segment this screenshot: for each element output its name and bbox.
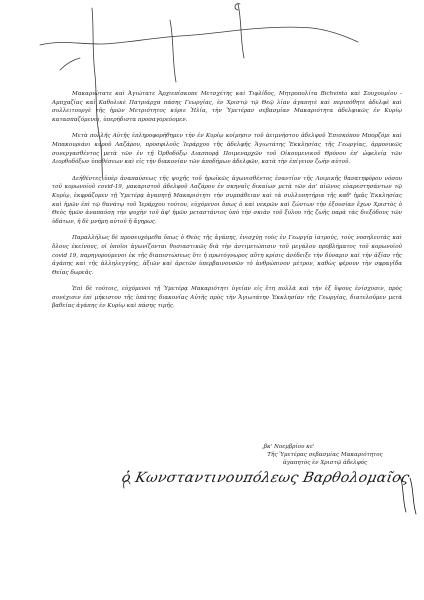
letter-body: [52, 90, 402, 319]
paragraph-2: Δεήθέντες ὑπὲρ ἀναπαύσεως τῆς ψυχῆς τοῦ ἡρωϊκῶς ἀγωνισθέντος ἐναντίον τῆς Λοιμικῆς θανατηφόρου νόσου τοῦ κορωνοϊοῦ covid-19, μακαριστοῦ ἀδελφοῦ Λαζάρου ἐν σκηναῖς δικαίων μετὰ τῶν ἀπ' αἰῶνος εὐαρεστησάντων τῷ Κυρίῳ, ἐκφράζομεν τῇ Ὑμετέρᾳ ἀγαπητῇ Μακαριότητι τὴν συμπάθειαν καὶ τὰ συλλυπητήρια τῆς καθ' ἡμᾶς Ἐκκλησίας καὶ ἡμῶν ἐπὶ τῷ θανάτῳ τοῦ Ἱεράρχου τούτου, εὐχόμενοι ὅπως ὁ καὶ νεκρῶν καὶ ζώντων τὴν ἐξουσίαν ἔχων Χριστὸς ὁ Θεὸς ἡμῶν ἀναπαύσῃ τὴν ψυχὴν τοῦ ἀφ' ἡμῶν μεταστάντος ὑπὸ τὴν σκιὰν τοῦ ξύλου τῆς ζωῆς παρὰ τὰς διεξόδους τῶν ὑδάτων, ἡ δὲ μνήμη αὐτοῦ ἤ ἄγηρως.: [52, 175, 402, 225]
paragraph-4: Ἐπὶ δὲ τούτοις, εὐχόμενοι τῇ Ὑμετέρᾳ Μακαριότητι ὑγείαν εἰς ἔτη πολλὰ καὶ τὴν ἐξ ὕψους ἐνίσχυσιν, πρὸς συνέχισιν ἐπὶ μήκιστον τῆς ὑπάτης διακονίας Αὐτῆς πρὸς τὴν Ἁγιωτάτην Ἐκκλησίαν τῆς Γεωργίας, διατελοῦμεν μετὰ βαθείας ἀγάπης ἐν Κυρίῳ καὶ πάσης τιμῆς.: [52, 286, 402, 310]
closing-line-2: ἀγαπητὸς ἐν Χριστῷ ἀδελφός: [282, 459, 368, 466]
letter-date: ,βκ' Νοεμβρίου κε': [262, 444, 315, 450]
signature: ὁ Κωνσταντινουπόλεως Βαρθολομαῖος: [120, 470, 411, 486]
closing-line-1: Τῆς Ὑμετέρας σεβασμίας Μακαριότητος: [267, 451, 383, 458]
paragraph-salutation: Μακαριώτατε καὶ Ἁγιώτατε Ἀρχιεπίσκοπε Μετσχέτης καὶ Τιφλίδος, Μητροπολίτα Bichvinta καὶ Σουχουμίου - Αμπχαζίας καὶ Καθολικὲ Πατριάρχα πάσης Γεωργίας, ἐν Χριστῷ τῷ Θεῷ λίαν ἀγαπητὲ καὶ περιπόθητε ἀδελφὲ καὶ συλλειτουργὲ τῆς ἡμῶν Μετριότητος κύριε Ἠλία, τὴν Ὑμετέραν σεβασμίαν Μακαριότητα ἀδελφικῶς ἐν Κυρίῳ κατασπαζόμενοι, ὑπερήδιστα προσαγορεύομεν.: [52, 91, 402, 123]
closing-block: [240, 444, 410, 467]
paragraph-3: Παραλλήλως δὲ προσευχόμεθα ὅπως ὁ Θεὸς τῆς ἀγάπης, ἐνισχύῃ τοὺς ἐν Γεωργίᾳ ἰατρούς, τοὺς νοσηλευτὰς καὶ ὅλους ἐκείνους, οἱ ὁποῖοι ἀγωνίζονται θυσιαστικῶς διὰ τὴν ἀντιμετώπισιν τοῦ μεγάλου προβλήματος τοῦ κορωνοϊοῦ covid 19, παρηγορούμενοι ἐκ τῆς διαπιστώσεως ὅτι ἡ πρωτόγνωρος αὕτη κρίσις ἀνέδειξε τὴν δύναμιν καὶ τὴν ἀξίαν τῆς ἀγάπης καὶ τῆς ἀλληλεγγύης, ἀξιῶν καὶ ἀρετῶν ὑπερβαινουσῶν τὸ ἀνθρώπινον μέτρον, καθὼς φέρουν τὴν σφραγῖδα Θείας δωρεᾶς.: [52, 235, 402, 276]
paragraph-1: Μετὰ πολλῆς Αὐτῆς ἐπληροφορήθημεν τὴν ἐν Κυρίῳ κοίμησιν τοῦ ἀειμνήστου ἀδελφοῦ Ἐπισκόπου Μπορζόμι καὶ Μπακουριάνι κυροῦ Λαζάρου, προσφιλοῦς Ἱεράρχου τῆς ἀδελφῆς Ἁγιωτάτης Ἐκκλησίας τῆς Γεωργίας, ἁρμονικῶς συνεργασθέντος μετὰ τῶν ἐν τῇ Ὀρθοδόξῳ Διασπορᾷ Ποιμεναρχῶν τοῦ Οἰκουμενικοῦ Θρόνου ἐπ' ὠφελείᾳ τῶν Διορθοδόξων ὑποθέσεων καὶ εἰς τὴν διακονίαν τῶν ἀποδήμων ἀδελφῶν, κατὰ τὴν ἐπίγειον ζωὴν αὐτοῦ.: [52, 133, 402, 166]
